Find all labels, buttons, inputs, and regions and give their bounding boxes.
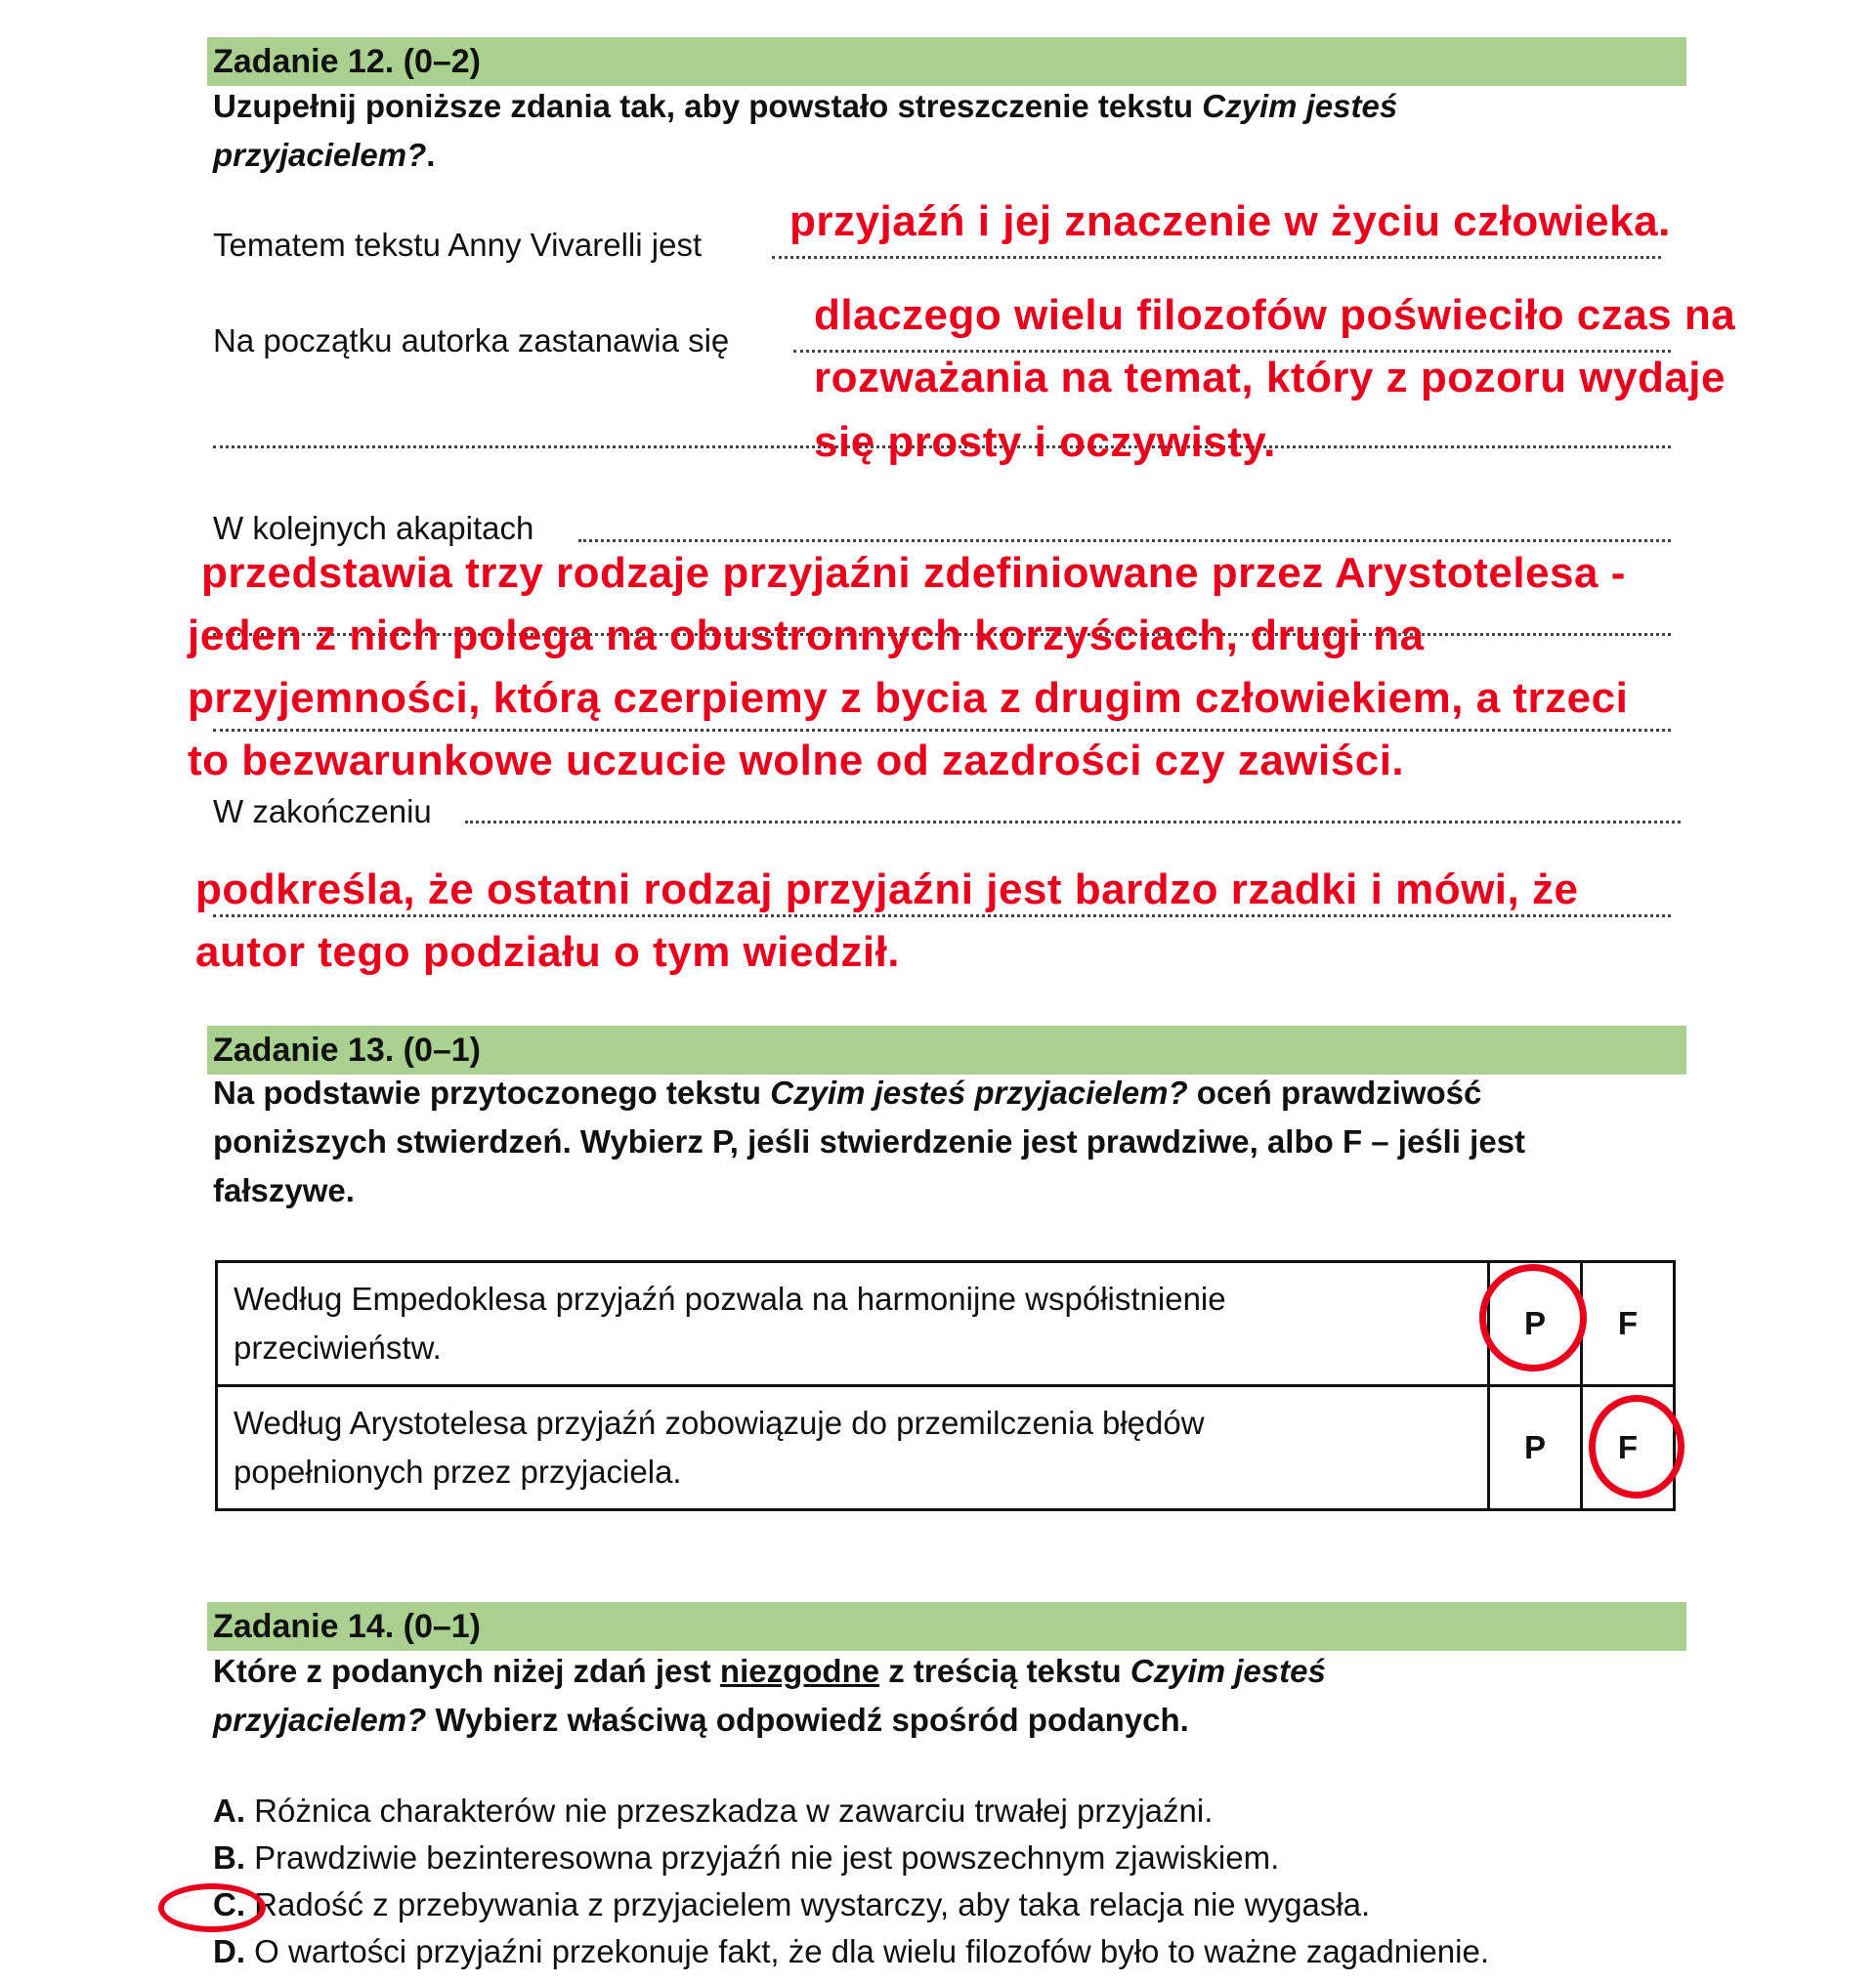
option-letter: D.	[213, 1933, 245, 1969]
option-a[interactable]	[213, 1788, 1489, 1835]
option-text: Prawdziwie bezinteresowna przyjaźń nie jest powszechnym zjawiskiem.	[245, 1839, 1280, 1876]
answer-line-4b	[213, 914, 1671, 917]
task14-header: Zadanie 14. (0–1)	[213, 1608, 482, 1645]
option-letter: A.	[213, 1793, 245, 1829]
statement-2-line2: popełnionych przez przyjaciela.	[234, 1454, 682, 1490]
answer1-handwriting: przyjaźń i jej znaczenie w życiu człowieka.	[789, 197, 1671, 245]
statement-2-line1: Według Arystotelesa przyjaźń zobowiązuje do przemilczenia błędów	[234, 1405, 1205, 1441]
true-false-table	[215, 1260, 1676, 1511]
option-text: O wartości przyjaźni przekonuje fakt, że dla wielu filozofów było to ważne zagadnienie.	[245, 1933, 1489, 1969]
answer3-handwriting-l3: przyjemności, którą czerpiemy z bycia z drugim człowiekiem, a trzeci	[188, 674, 1629, 722]
statement-1	[217, 1262, 1489, 1386]
task14-instruction-title-2: przyjacielem?	[213, 1702, 427, 1738]
task13-instruction-title: Czyim jesteś przyjacielem?	[770, 1075, 1188, 1111]
task14-instruction-l2: Wybierz właściwą odpowiedź spośród podanych.	[426, 1702, 1189, 1738]
answer-line-1	[772, 256, 1661, 259]
option-text: Różnica charakterów nie przeszkadza w zawarciu trwałej przyjaźni.	[245, 1793, 1214, 1829]
answer-line-4a	[465, 821, 1681, 823]
line4-label: W zakończeniu	[213, 793, 432, 829]
table-row	[217, 1386, 1675, 1510]
answer2-handwriting-l1: dlaczego wielu filozofów poświeciło czas na	[814, 291, 1736, 339]
answer-options	[213, 1788, 1489, 1975]
statement-2-p-option[interactable]	[1489, 1386, 1582, 1510]
answer2-handwriting-l2: rozważania na temat, który z pozoru wydaje	[814, 354, 1726, 401]
circle-mark-f	[1589, 1395, 1684, 1499]
task14-instruction-l1a: Które z podanych niżej zdań jest	[213, 1653, 720, 1689]
task12-instruction-suffix: .	[426, 137, 436, 173]
f-label: F	[1617, 1305, 1639, 1341]
circle-mark-c	[158, 1883, 266, 1932]
option-c[interactable]	[213, 1881, 1489, 1928]
answer-line-2a	[793, 350, 1671, 353]
line2-label: Na początku autorka zastanawia się	[213, 322, 730, 359]
statement-2	[217, 1386, 1489, 1510]
task14-instruction-l1b: z treścią tekstu	[879, 1653, 1130, 1689]
line1-label: Tematem tekstu Anny Vivarelli jest	[213, 227, 703, 263]
task12-instruction-title: Czyim jesteś	[1202, 88, 1398, 124]
task14-header-band	[207, 1602, 1686, 1651]
f-label: F	[1617, 1429, 1639, 1465]
task13-instruction-l3: fałszywe.	[213, 1172, 355, 1208]
statement-1-f-option[interactable]	[1582, 1262, 1675, 1386]
task12-header-band	[207, 37, 1686, 86]
p-label: P	[1523, 1305, 1546, 1341]
answer3-handwriting-l1: przedstawia trzy rodzaje przyjaźni zdefiniowane przez Arystotelesa -	[201, 549, 1626, 597]
task13-instruction	[213, 1069, 1688, 1215]
task13-header: Zadanie 13. (0–1)	[213, 1032, 482, 1069]
task13-header-band	[207, 1026, 1686, 1075]
line3-label: W kolejnych akapitach	[213, 510, 534, 546]
answer4-handwriting-l1: podkreśla, że ostatni rodzaj przyjaźni jest bardzo rzadki i mówi, że	[195, 865, 1579, 913]
task12-instruction-title-2: przyjacielem?	[213, 137, 427, 173]
option-b[interactable]	[213, 1835, 1489, 1881]
answer4-handwriting-l2: autor tego podziału o tym wiedził.	[195, 928, 901, 976]
table-row	[217, 1262, 1675, 1386]
task14-instruction-title: Czyim jesteś	[1130, 1653, 1326, 1689]
answer3-handwriting-l4: to bezwarunkowe uczucie wolne od zazdrości czy zawiści.	[188, 737, 1405, 784]
option-text: Radość z przebywania z przyjacielem wystarczy, aby taka relacja nie wygasła.	[245, 1886, 1371, 1922]
answer-line-3c	[213, 729, 1671, 732]
statement-1-line1: Według Empedoklesa przyjaźń pozwala na harmonijne współistnienie	[234, 1281, 1226, 1317]
task12-instruction	[213, 82, 1679, 180]
statement-1-line2: przeciwieństw.	[234, 1330, 442, 1366]
task12-header: Zadanie 12. (0–2)	[213, 43, 482, 80]
answer2-handwriting-l3: się prosty i oczywisty.	[814, 418, 1276, 466]
task12-instruction-text: Uzupełnij poniższe zdania tak, aby powstało streszczenie tekstu	[213, 88, 1203, 124]
task13-instruction-l1b: oceń prawdziwość	[1187, 1075, 1482, 1111]
circle-mark-p	[1479, 1264, 1587, 1372]
option-letter: C.	[213, 1886, 245, 1922]
task14-underlined-word: niezgodne	[719, 1653, 880, 1689]
task14-instruction	[213, 1647, 1688, 1745]
p-label: P	[1523, 1429, 1546, 1465]
answer-line-3a	[578, 539, 1671, 542]
option-d[interactable]	[213, 1928, 1489, 1975]
task13-instruction-l1a: Na podstawie przytoczonego tekstu	[213, 1075, 771, 1111]
option-letter: B.	[213, 1839, 245, 1876]
task13-instruction-l2: poniższych stwierdzeń. Wybierz P, jeśli stwierdzenie jest prawdziwe, albo F – jeśli jest	[213, 1123, 1526, 1160]
answer3-handwriting-l2: jeden z nich polega na obustronnych korzyściach, drugi na	[188, 612, 1425, 659]
